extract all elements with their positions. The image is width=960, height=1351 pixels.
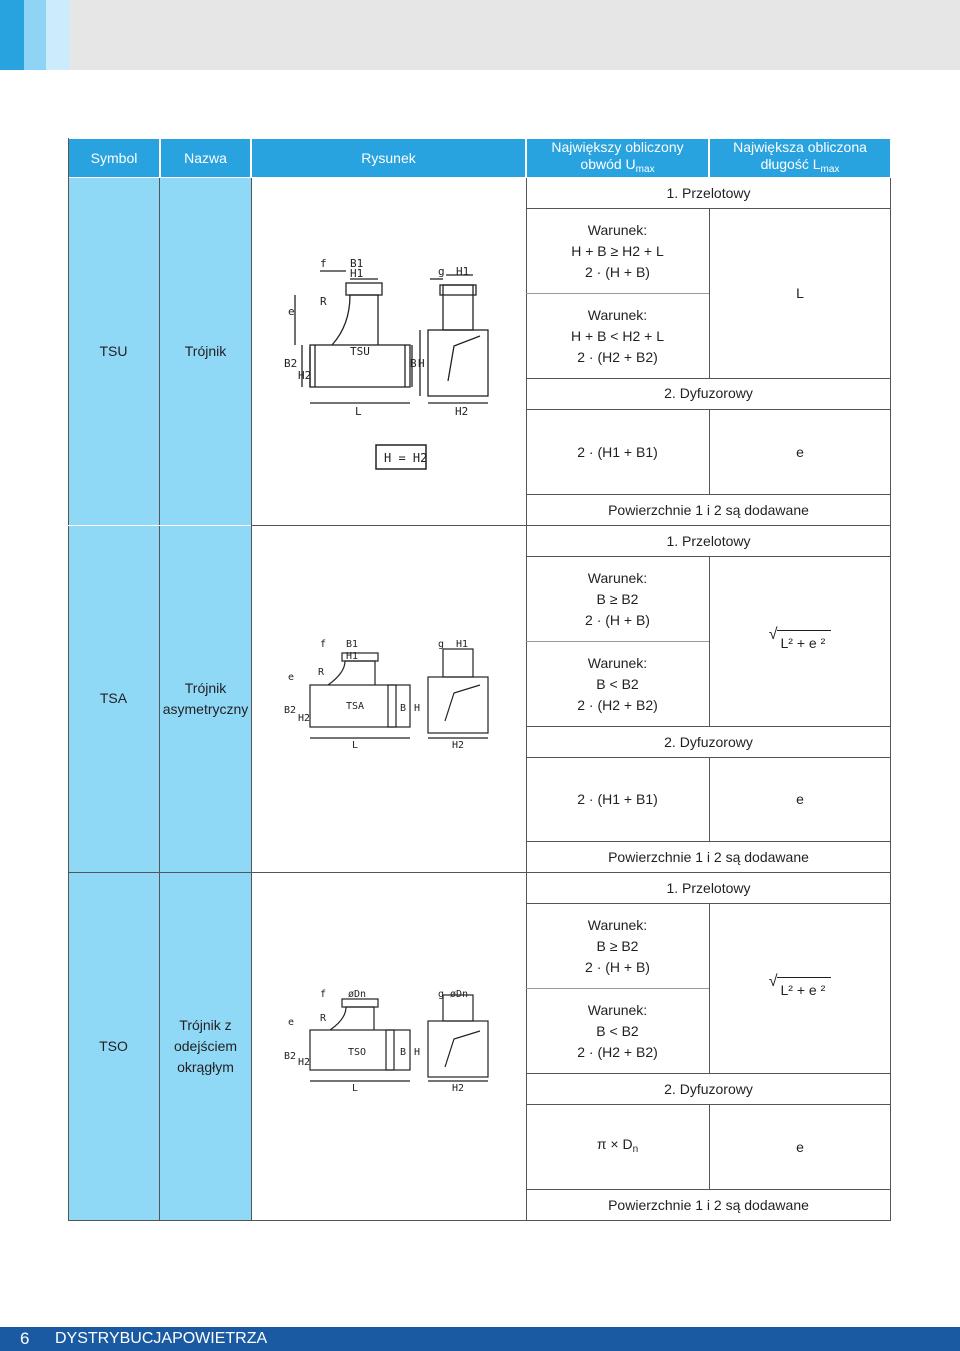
row1-cond2-label: Warunek: (587, 306, 648, 323)
footer-title: DYSTRYBUCJAPOWIETRZA (55, 1330, 268, 1347)
header-umax-sub: max (635, 163, 655, 175)
tso-label-h1r: øDn (450, 989, 469, 1000)
tso-label-g: g (438, 989, 445, 1000)
row1-lmax2: e (796, 443, 804, 460)
top-bar-stripe-dark (0, 0, 24, 70)
header-name: Nazwa (160, 138, 251, 178)
tso-label-b: B (400, 1047, 407, 1058)
tsu-label-mid: TSU (350, 345, 370, 358)
tso-label-e: e (288, 1017, 295, 1028)
header-umax-line2: obwód U (580, 155, 636, 172)
header-umax-line1: Największy obliczony (551, 138, 684, 155)
tsu-label-h: H (418, 357, 425, 370)
page-number: 6 (20, 1329, 30, 1348)
tsa-label-h1: H1 (346, 651, 359, 662)
top-bar-stripe-mid (24, 0, 46, 70)
drawing-tsu (280, 255, 500, 475)
top-color-bar (0, 0, 960, 70)
row2-cond1-rule: B ≥ B2 (596, 590, 639, 607)
tsu-label-h2b: H2 (455, 405, 469, 418)
tsa-label-b: B (400, 703, 407, 714)
row3-cond2-label: Warunek: (587, 1001, 648, 1018)
row2-cond1-formula: 2 · (H + B) (585, 611, 650, 628)
row3-cond2-formula: 2 · (H2 + B2) (577, 1043, 658, 1060)
row2-formula2: 2 · (H1 + B1) (577, 791, 658, 807)
row2-symbol: TSA (68, 525, 160, 872)
row1-cond1-label: Warunek: (587, 221, 648, 238)
tsu-label-g: g (438, 265, 445, 278)
tsa-label-h2: H2 (298, 713, 311, 724)
row1-formula2: 2 · (H1 + B1) (577, 443, 658, 460)
tso-label-h2: H2 (298, 1057, 311, 1068)
row2-sqrt-formula (768, 625, 832, 654)
tso-label-l: L (352, 1083, 359, 1094)
row1-flow2: 2. Dyfuzorowy (664, 385, 753, 401)
tso-label-b2: B2 (284, 1051, 297, 1062)
tsa-label-r: R (318, 667, 325, 678)
tsa-label-mid: TSA (346, 701, 365, 712)
tsa-label-b1: B1 (346, 639, 359, 650)
row1-cond2-rule: H + B < H2 + L (571, 327, 664, 344)
tsa-label-b2: B2 (284, 705, 297, 716)
tso-label-r: R (320, 1013, 327, 1024)
top-bar-stripe-light (46, 0, 70, 70)
tsu-label-b1: B1 (350, 257, 364, 270)
tso-label-h: H (414, 1047, 421, 1058)
tsu-label-l: L (355, 405, 362, 418)
row2-condition2 (526, 642, 709, 726)
tso-label-h2b: H2 (452, 1083, 465, 1094)
row3-sqrt-radicand: L² + e ² (777, 977, 832, 1001)
drawing-tso (280, 985, 500, 1095)
row2-flow1: 1. Przelotowy (666, 532, 751, 549)
row3-symbol: TSO (68, 872, 160, 1220)
row3-note: Powierzchnie 1 i 2 są dodawane (608, 1196, 809, 1213)
tsa-label-l: L (352, 740, 359, 751)
row2-cond2-rule: B < B2 (596, 675, 639, 692)
row2-sqrt-radicand: L² + e ² (777, 630, 832, 654)
row2-cond1-label: Warunek: (587, 569, 648, 586)
row3-condition2 (526, 989, 709, 1073)
row1-condition2 (526, 294, 709, 378)
row3-cond2-rule: B < B2 (596, 1022, 639, 1039)
row1-condition1 (526, 209, 709, 293)
header-lmax-line2: długość L (760, 155, 821, 172)
page-footer (0, 1327, 960, 1351)
tsu-label-h1r: H1 (456, 265, 470, 278)
tsu-label-b: B (410, 357, 417, 370)
tsu-label-b2: B2 (284, 357, 298, 370)
sqrt-icon: √ (768, 972, 778, 990)
tsa-label-f: f (320, 639, 327, 650)
row1-flow1: 1. Przelotowy (666, 184, 751, 201)
row3-formula2-main: π × D (596, 1136, 633, 1152)
tsu-label-h1: H1 (350, 267, 364, 280)
header-lmax-line1: Największa obliczona (733, 138, 867, 155)
tsa-label-h1r: H1 (456, 639, 469, 650)
tso-label-mid: TSO (348, 1047, 367, 1058)
row3-condition1 (526, 904, 709, 988)
row2-lmax1 (710, 557, 890, 726)
tsa-label-h: H (414, 703, 421, 714)
tsu-label-h2: H2 (298, 369, 312, 382)
row2-condition1 (526, 557, 709, 641)
row1-cond2-formula: 2 · (H2 + B2) (577, 348, 658, 365)
tso-label-b1: øDn (348, 989, 367, 1000)
row3-cond1-formula: 2 · (H + B) (585, 958, 650, 975)
row1-symbol: TSU (68, 178, 160, 525)
row3-formula2 (526, 1105, 709, 1189)
drawing-tsa (280, 635, 500, 755)
row1-note: Powierzchnie 1 i 2 są dodawane (608, 501, 809, 518)
row1-lmax1: L (796, 285, 804, 301)
row2-cond2-label: Warunek: (587, 654, 648, 671)
row2-lmax2: e (796, 791, 804, 807)
header-umax (526, 138, 709, 178)
header-drawing: Rysunek (251, 138, 526, 178)
row3-flow2: 2. Dyfuzorowy (664, 1080, 753, 1097)
row3-lmax2: e (796, 1138, 804, 1155)
row1-cond1-formula: 2 · (H + B) (585, 263, 650, 280)
row2-cond2-formula: 2 · (H2 + B2) (577, 696, 658, 713)
row1-cond1-rule: H + B ≥ H2 + L (571, 242, 664, 259)
row3-flow1: 1. Przelotowy (666, 879, 751, 896)
tsu-label-f: f (320, 257, 327, 270)
tsu-label-extra: H = H2 (384, 451, 428, 465)
row3-name: Trójnik z odejściem okrągłym (160, 872, 251, 1220)
row2-flow2: 2. Dyfuzorowy (664, 733, 753, 750)
header-lmax-sub: max (820, 163, 840, 175)
row2-name: Trójnik asymetryczny (160, 525, 251, 872)
tsa-label-h2b: H2 (452, 740, 465, 751)
tsa-label-g: g (438, 639, 445, 650)
tsu-label-e: e (288, 305, 295, 318)
row1-name: Trójnik (160, 178, 251, 525)
row3-sqrt-formula (768, 972, 832, 1001)
header-lmax (709, 138, 891, 178)
header-symbol: Symbol (68, 138, 160, 178)
row3-cond1-label: Warunek: (587, 916, 648, 933)
row3-formula2-sub: n (632, 1144, 639, 1155)
row3-cond1-rule: B ≥ B2 (596, 937, 639, 954)
sqrt-icon: √ (768, 625, 778, 643)
tso-label-f: f (320, 989, 327, 1000)
tsu-label-r: R (320, 295, 327, 308)
row3-lmax1 (710, 904, 890, 1073)
row2-note: Powierzchnie 1 i 2 są dodawane (608, 848, 809, 865)
tsa-label-e: e (288, 672, 295, 683)
